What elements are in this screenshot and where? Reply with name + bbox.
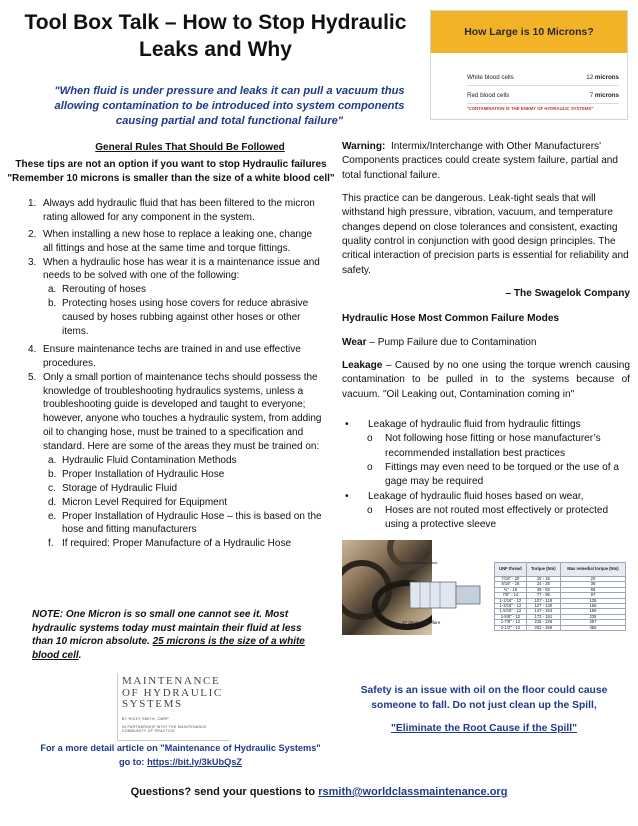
table-cell: 97 [560,593,625,598]
micron-row-red [467,87,619,104]
note-underlined: 25 microns is the size of a white blood cell [32,636,305,661]
torque-table [494,562,626,638]
table-row [495,625,626,630]
micron-graphic-heading: How Large is 10 Microns? [431,11,627,53]
table-cell: 1-1/16" - 12 [495,598,527,603]
list-subitem: a. Hydraulic Fluid Contamination Methods [48,455,237,467]
table-cell: 49 - 53 [526,587,560,592]
table-cell: 15 - 16 [526,577,560,582]
general-rules-heading: General Rules That Should Be Followed [95,142,285,153]
table-cell: 215 - 226 [526,620,560,625]
micron-row-value: 7 microns [589,91,619,99]
list-item: • Leakage of hydraulic fluid hoses based on wear, [345,490,584,502]
list-subitem: e. Proper Installation of Hydraulic Hose – this is based on the hose and fitting manufacturers [48,510,322,536]
table-cell: 202 - 259 [526,625,560,630]
tips-line: "Remember 10 microns is smaller than the size of a white blood cell" [7,173,335,184]
diagram-label: 37 degree JIC flare [402,620,441,625]
warning-paragraph: Warning: Intermix/Interchange with Other Manufacturers' Components practices could create system failure, partial and total functional failure. [342,141,619,181]
logo-title: MAINTENANCE OF HYDRAULIC SYSTEMS [122,675,223,711]
rules-list [22,197,324,551]
table-cell: 9/16" - 18 [495,582,527,587]
table-header: UNF thread [495,563,527,577]
wear-line: Wear – Pump Failure due to Contamination [342,337,537,348]
micron-row-label: White blood cells [467,73,514,81]
detail-article-note: For a more detail article on "Maintenance of Hydraulic Systems" go to: https://bit.ly/3kUbQsZ [40,743,321,767]
diagram-label: Mating adapter stud [402,560,438,565]
table-cell: 147 - 154 [526,609,560,614]
warning-label: Warning: [342,141,386,152]
tips-line: These tips are not an option if you want to stop Hydraulic failures [15,159,327,170]
list-subitem: d. Micron Level Required for Equipment [48,496,228,508]
table-cell: 1-7/8" - 12 [495,620,527,625]
list-subitem: o Fittings may even need to be torqued or the use of a gage may be required [367,461,619,488]
leakage-paragraph: Leakage – Caused by no one using the torque wrench causing contamination to be pulled in to the systems because of vacuum. "Oil Leaking out, Contamination coming in" [342,360,630,400]
table-cell: 158 [560,604,625,609]
questions-footer: Questions? send your questions to rsmith@worldclassmaintenance.org [130,786,508,798]
table-cell: 1-5/8" - 12 [495,614,527,619]
table-cell: 297 [560,620,625,625]
table-cell: 135 [560,598,625,603]
list-subitem: b. Protecting hoses using hose covers for reduce abrasive caused by hoses rubbing against other hoses or other items. [48,298,309,338]
micron-row-white [467,69,619,86]
table-cell: 20 [560,577,625,582]
table-cell: 107 - 119 [526,598,560,603]
list-item: 4. Ensure maintenance techs are trained in and use effective procedures. [28,343,301,369]
email-link[interactable]: rsmith@worldclassmaintenance.org [318,786,508,798]
list-subitem: f. If required: Proper Manufacture of a Hydraulic Hose [48,538,291,550]
intro-quote: "When fluid is under pressure and leaks it can pull a vacuum thus allowing contamination to be introduced into system components causing partial and total functional failure" [54,85,405,128]
table-cell: 7/8" - 14 [495,593,527,598]
micron-row-value: 12 microns [586,73,619,81]
table-cell: 77 - 85 [526,593,560,598]
page-title: Tool Box Talk – How to Stop Hydraulic Leaks and Why [24,11,407,61]
list-item: 5. Only a small portion of maintenance techs should possess the knowledge of troubleshooting hydraulics systems, unless a troubleshooting guide is developed and taught to everyone; however, anyone who touches a hydraulic system, from adding oil to changing hose, must be trained to a specification and standard. Here are some of the areas they must be trained on: [28,371,322,453]
table-cell: 24 - 28 [526,582,560,587]
maintenance-logo [117,673,229,741]
table-cell: 186 [560,609,625,614]
tips-callout [2,158,340,186]
table-cell: 68 [560,587,625,592]
table-cell: 1-5/16" - 12 [495,609,527,614]
list-item: 3. When a hydraulic hose has wear it is a maintenance issue and needs to be solved with one of the following: [28,256,320,282]
table-cell: 36 [560,582,625,587]
table-cell: 7/16" - 20 [495,577,527,582]
failure-modes-heading: Hydraulic Hose Most Common Failure Modes [342,313,560,324]
table-cell: 455 [560,625,625,630]
fitting-diagram [400,558,490,638]
table-cell: 2-1/2" - 12 [495,625,527,630]
list-subitem: o Not following hose fitting or hose manufacturer’s recommended installation best practices [367,433,601,459]
table-cell: 173 - 191 [526,614,560,619]
swagelok-attribution: – The Swagelok Company [505,288,630,299]
micron-graphic-footer: "CONTAMINATION IS THE ENEMY OF HYDRAULIC SYSTEMS" [466,106,594,111]
table-header: Torque (Nm) [526,563,560,577]
list-item: 1. Always add hydraulic fluid that has been filtered to the micron rating allowed for any component in the system. [28,198,315,223]
list-item: 2. When installing a new hose to replace a leaking one, change all fittings and hose at the same time and torque fittings. [28,228,313,254]
table-cell: 1-3/16" - 12 [495,604,527,609]
micron-size-graphic [430,10,628,120]
table-cell: ¾" - 16 [495,587,527,592]
practice-paragraph: This practice can be dangerous. Leak-tight seals that will withstand high pressure, vibration, vacuum, and temperature changes depend on close tolerances and consistent, exacting quality control in conjunction with good design principles. The critical interaction of precision parts is essential for reliability and safety. [342,193,629,276]
list-subitem: o Hoses are not routed most effectively or protected using a protective sleeve [367,504,609,531]
micron-note: NOTE: One Micron is so small one cannot see it. Most hydraulic systems today must maintain their fluid at less than 10 micron absolute. 25 microns is the size of a white blood cell. [32,609,305,661]
table-cell: 235 [560,614,625,619]
list-item: • Leakage of hydraulic fluid from hydraulic fittings [345,419,581,430]
logo-byline: BY RICKY SMITH, CMRP [122,717,170,721]
safety-callout: Safety is an issue with oil on the floor could cause someone to fall. Do not just clean up the Spill, [360,685,608,712]
root-cause-callout: "Eliminate the Root Cause if the Spill" [391,723,577,734]
logo-partner: IN PARTNERSHIP WITH THE MAINTENANCE COMMUNITY OF PRACTICE [122,725,207,733]
leak-bullets [342,418,630,533]
table-cell: 127 - 140 [526,604,560,609]
list-subitem: a. Rerouting of hoses [48,284,146,296]
list-subitem: b. Proper Installation of Hydraulic Hose [48,468,225,480]
micron-row-label: Red blood cells [467,91,510,99]
list-subitem: c. Storage of Hydraulic Fluid [48,482,178,494]
table-header: Max remedial torque (Nm) [560,563,625,577]
article-link[interactable]: https://bit.ly/3kUbQsZ [147,756,243,767]
